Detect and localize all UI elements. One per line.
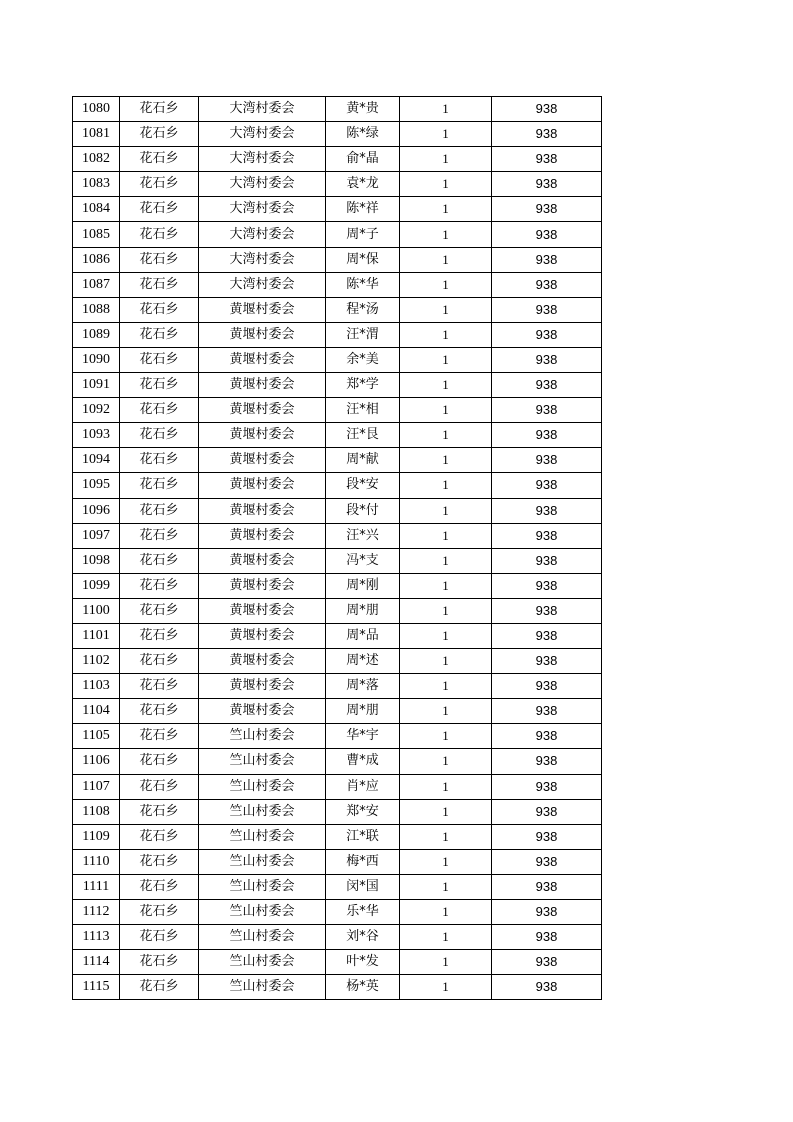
village-committee-cell: 黄堰村委会 — [199, 573, 326, 598]
amount-cell: 938 — [492, 774, 602, 799]
village-committee-cell: 大湾村委会 — [199, 147, 326, 172]
table-row — [73, 950, 602, 975]
township-cell: 花石乡 — [120, 498, 199, 523]
township-cell: 花石乡 — [120, 598, 199, 623]
amount-cell: 938 — [492, 398, 602, 423]
township-cell: 花石乡 — [120, 322, 199, 347]
township-cell: 花石乡 — [120, 975, 199, 1000]
row-number-cell: 1089 — [73, 322, 120, 347]
row-number-cell: 1110 — [73, 849, 120, 874]
village-committee-cell: 竺山村委会 — [199, 900, 326, 925]
township-cell: 花石乡 — [120, 799, 199, 824]
township-cell: 花石乡 — [120, 398, 199, 423]
person-name-cell: 杨*英 — [326, 975, 400, 1000]
township-cell: 花石乡 — [120, 147, 199, 172]
amount-cell: 938 — [492, 322, 602, 347]
person-name-cell: 冯*支 — [326, 548, 400, 573]
count-cell: 1 — [400, 398, 492, 423]
person-name-cell: 周*刚 — [326, 573, 400, 598]
amount-cell: 938 — [492, 849, 602, 874]
table-row — [73, 423, 602, 448]
count-cell: 1 — [400, 122, 492, 147]
township-cell: 花石乡 — [120, 573, 199, 598]
amount-cell: 938 — [492, 172, 602, 197]
row-number-cell: 1103 — [73, 674, 120, 699]
township-cell: 花石乡 — [120, 724, 199, 749]
row-number-cell: 1088 — [73, 297, 120, 322]
person-name-cell: 周*献 — [326, 448, 400, 473]
table-row — [73, 849, 602, 874]
row-number-cell: 1094 — [73, 448, 120, 473]
count-cell: 1 — [400, 498, 492, 523]
table-row — [73, 97, 602, 122]
village-committee-cell: 黄堰村委会 — [199, 297, 326, 322]
village-committee-cell: 黄堰村委会 — [199, 423, 326, 448]
count-cell: 1 — [400, 598, 492, 623]
person-name-cell: 陈*祥 — [326, 197, 400, 222]
person-name-cell: 汪*渭 — [326, 322, 400, 347]
row-number-cell: 1084 — [73, 197, 120, 222]
person-name-cell: 华*宇 — [326, 724, 400, 749]
count-cell: 1 — [400, 674, 492, 699]
person-name-cell: 周*子 — [326, 222, 400, 247]
table-row — [73, 573, 602, 598]
village-committee-cell: 大湾村委会 — [199, 222, 326, 247]
count-cell: 1 — [400, 774, 492, 799]
person-name-cell: 袁*龙 — [326, 172, 400, 197]
village-committee-cell: 黄堰村委会 — [199, 523, 326, 548]
village-committee-cell: 黄堰村委会 — [199, 448, 326, 473]
person-name-cell: 周*保 — [326, 247, 400, 272]
township-cell: 花石乡 — [120, 699, 199, 724]
person-name-cell: 周*述 — [326, 649, 400, 674]
table-row — [73, 975, 602, 1000]
row-number-cell: 1112 — [73, 900, 120, 925]
table-row — [73, 247, 602, 272]
table-row — [73, 197, 602, 222]
count-cell: 1 — [400, 623, 492, 648]
count-cell: 1 — [400, 975, 492, 1000]
village-committee-cell: 黄堰村委会 — [199, 398, 326, 423]
row-number-cell: 1102 — [73, 649, 120, 674]
table-row — [73, 172, 602, 197]
township-cell: 花石乡 — [120, 423, 199, 448]
village-committee-cell: 竺山村委会 — [199, 799, 326, 824]
count-cell: 1 — [400, 874, 492, 899]
person-name-cell: 周*品 — [326, 623, 400, 648]
person-name-cell: 周*朋 — [326, 598, 400, 623]
row-number-cell: 1091 — [73, 373, 120, 398]
row-number-cell: 1101 — [73, 623, 120, 648]
village-committee-cell: 竺山村委会 — [199, 950, 326, 975]
amount-cell: 938 — [492, 423, 602, 448]
table-row — [73, 373, 602, 398]
amount-cell: 938 — [492, 799, 602, 824]
amount-cell: 938 — [492, 272, 602, 297]
table-row — [73, 874, 602, 899]
township-cell: 花石乡 — [120, 473, 199, 498]
amount-cell: 938 — [492, 297, 602, 322]
row-number-cell: 1095 — [73, 473, 120, 498]
person-name-cell: 段*付 — [326, 498, 400, 523]
amount-cell: 938 — [492, 473, 602, 498]
row-number-cell: 1108 — [73, 799, 120, 824]
person-name-cell: 汪*兴 — [326, 523, 400, 548]
village-committee-cell: 黄堰村委会 — [199, 699, 326, 724]
count-cell: 1 — [400, 900, 492, 925]
count-cell: 1 — [400, 573, 492, 598]
amount-cell: 938 — [492, 824, 602, 849]
count-cell: 1 — [400, 799, 492, 824]
table-row — [73, 799, 602, 824]
table-row — [73, 674, 602, 699]
person-name-cell: 陈*绿 — [326, 122, 400, 147]
row-number-cell: 1098 — [73, 548, 120, 573]
village-committee-cell: 黄堰村委会 — [199, 598, 326, 623]
township-cell: 花石乡 — [120, 548, 199, 573]
table-row — [73, 322, 602, 347]
village-committee-cell: 黄堰村委会 — [199, 623, 326, 648]
row-number-cell: 1093 — [73, 423, 120, 448]
table-row — [73, 598, 602, 623]
table-row — [73, 272, 602, 297]
table-row — [73, 473, 602, 498]
person-name-cell: 周*落 — [326, 674, 400, 699]
count-cell: 1 — [400, 297, 492, 322]
amount-cell: 938 — [492, 674, 602, 699]
township-cell: 花石乡 — [120, 297, 199, 322]
table-body — [73, 97, 602, 1000]
village-committee-cell: 竺山村委会 — [199, 849, 326, 874]
table-row — [73, 824, 602, 849]
amount-cell: 938 — [492, 498, 602, 523]
row-number-cell: 1090 — [73, 347, 120, 372]
row-number-cell: 1114 — [73, 950, 120, 975]
count-cell: 1 — [400, 147, 492, 172]
person-name-cell: 余*美 — [326, 347, 400, 372]
village-committee-cell: 竺山村委会 — [199, 925, 326, 950]
count-cell: 1 — [400, 749, 492, 774]
person-name-cell: 郑*安 — [326, 799, 400, 824]
village-committee-cell: 黄堰村委会 — [199, 649, 326, 674]
amount-cell: 938 — [492, 623, 602, 648]
table-row — [73, 523, 602, 548]
table-row — [73, 448, 602, 473]
village-committee-cell: 黄堰村委会 — [199, 373, 326, 398]
person-name-cell: 段*安 — [326, 473, 400, 498]
township-cell: 花石乡 — [120, 774, 199, 799]
township-cell: 花石乡 — [120, 373, 199, 398]
township-cell: 花石乡 — [120, 749, 199, 774]
row-number-cell: 1080 — [73, 97, 120, 122]
row-number-cell: 1097 — [73, 523, 120, 548]
table-row — [73, 774, 602, 799]
count-cell: 1 — [400, 724, 492, 749]
count-cell: 1 — [400, 473, 492, 498]
amount-cell: 938 — [492, 925, 602, 950]
village-committee-cell: 竺山村委会 — [199, 975, 326, 1000]
amount-cell: 938 — [492, 950, 602, 975]
village-committee-cell: 竺山村委会 — [199, 774, 326, 799]
count-cell: 1 — [400, 649, 492, 674]
amount-cell: 938 — [492, 699, 602, 724]
table-row — [73, 222, 602, 247]
village-committee-cell: 竺山村委会 — [199, 824, 326, 849]
table-row — [73, 623, 602, 648]
township-cell: 花石乡 — [120, 272, 199, 297]
row-number-cell: 1105 — [73, 724, 120, 749]
count-cell: 1 — [400, 322, 492, 347]
village-committee-cell: 大湾村委会 — [199, 97, 326, 122]
count-cell: 1 — [400, 423, 492, 448]
person-name-cell: 汪*艮 — [326, 423, 400, 448]
village-committee-cell: 竺山村委会 — [199, 874, 326, 899]
person-name-cell: 程*汤 — [326, 297, 400, 322]
person-name-cell: 闵*国 — [326, 874, 400, 899]
township-cell: 花石乡 — [120, 874, 199, 899]
row-number-cell: 1081 — [73, 122, 120, 147]
amount-cell: 938 — [492, 900, 602, 925]
township-cell: 花石乡 — [120, 97, 199, 122]
count-cell: 1 — [400, 172, 492, 197]
count-cell: 1 — [400, 97, 492, 122]
person-name-cell: 周*朋 — [326, 699, 400, 724]
amount-cell: 938 — [492, 247, 602, 272]
amount-cell: 938 — [492, 222, 602, 247]
row-number-cell: 1107 — [73, 774, 120, 799]
township-cell: 花石乡 — [120, 172, 199, 197]
person-name-cell: 曹*成 — [326, 749, 400, 774]
count-cell: 1 — [400, 247, 492, 272]
village-committee-cell: 大湾村委会 — [199, 122, 326, 147]
row-number-cell: 1115 — [73, 975, 120, 1000]
village-committee-cell: 黄堰村委会 — [199, 548, 326, 573]
person-name-cell: 汪*相 — [326, 398, 400, 423]
village-committee-cell: 大湾村委会 — [199, 197, 326, 222]
count-cell: 1 — [400, 849, 492, 874]
township-cell: 花石乡 — [120, 623, 199, 648]
row-number-cell: 1111 — [73, 874, 120, 899]
count-cell: 1 — [400, 523, 492, 548]
table-row — [73, 147, 602, 172]
row-number-cell: 1100 — [73, 598, 120, 623]
table-row — [73, 699, 602, 724]
count-cell: 1 — [400, 950, 492, 975]
village-committee-cell: 黄堰村委会 — [199, 473, 326, 498]
count-cell: 1 — [400, 373, 492, 398]
person-name-cell: 江*联 — [326, 824, 400, 849]
count-cell: 1 — [400, 925, 492, 950]
amount-cell: 938 — [492, 724, 602, 749]
township-cell: 花石乡 — [120, 900, 199, 925]
row-number-cell: 1104 — [73, 699, 120, 724]
table-row — [73, 347, 602, 372]
table-row — [73, 749, 602, 774]
table-row — [73, 498, 602, 523]
township-cell: 花石乡 — [120, 247, 199, 272]
row-number-cell: 1087 — [73, 272, 120, 297]
row-number-cell: 1113 — [73, 925, 120, 950]
village-committee-cell: 竺山村委会 — [199, 724, 326, 749]
village-committee-cell: 黄堰村委会 — [199, 322, 326, 347]
row-number-cell: 1082 — [73, 147, 120, 172]
township-cell: 花石乡 — [120, 950, 199, 975]
village-committee-cell: 大湾村委会 — [199, 272, 326, 297]
person-name-cell: 肖*应 — [326, 774, 400, 799]
amount-cell: 938 — [492, 874, 602, 899]
person-name-cell: 黄*贵 — [326, 97, 400, 122]
person-name-cell: 梅*西 — [326, 849, 400, 874]
township-cell: 花石乡 — [120, 122, 199, 147]
township-cell: 花石乡 — [120, 523, 199, 548]
row-number-cell: 1099 — [73, 573, 120, 598]
table-row — [73, 398, 602, 423]
count-cell: 1 — [400, 548, 492, 573]
row-number-cell: 1086 — [73, 247, 120, 272]
person-name-cell: 郑*学 — [326, 373, 400, 398]
township-cell: 花石乡 — [120, 674, 199, 699]
amount-cell: 938 — [492, 598, 602, 623]
amount-cell: 938 — [492, 649, 602, 674]
amount-cell: 938 — [492, 573, 602, 598]
person-name-cell: 刘*谷 — [326, 925, 400, 950]
table-row — [73, 122, 602, 147]
person-name-cell: 叶*发 — [326, 950, 400, 975]
count-cell: 1 — [400, 197, 492, 222]
row-number-cell: 1092 — [73, 398, 120, 423]
amount-cell: 938 — [492, 147, 602, 172]
township-cell: 花石乡 — [120, 197, 199, 222]
amount-cell: 938 — [492, 975, 602, 1000]
township-cell: 花石乡 — [120, 347, 199, 372]
row-number-cell: 1096 — [73, 498, 120, 523]
township-cell: 花石乡 — [120, 849, 199, 874]
count-cell: 1 — [400, 272, 492, 297]
village-committee-cell: 黄堰村委会 — [199, 498, 326, 523]
row-number-cell: 1106 — [73, 749, 120, 774]
village-committee-cell: 大湾村委会 — [199, 172, 326, 197]
table-row — [73, 900, 602, 925]
count-cell: 1 — [400, 448, 492, 473]
amount-cell: 938 — [492, 523, 602, 548]
count-cell: 1 — [400, 222, 492, 247]
amount-cell: 938 — [492, 749, 602, 774]
table-row — [73, 548, 602, 573]
amount-cell: 938 — [492, 347, 602, 372]
township-cell: 花石乡 — [120, 222, 199, 247]
count-cell: 1 — [400, 699, 492, 724]
amount-cell: 938 — [492, 97, 602, 122]
count-cell: 1 — [400, 824, 492, 849]
amount-cell: 938 — [492, 373, 602, 398]
township-cell: 花石乡 — [120, 925, 199, 950]
township-cell: 花石乡 — [120, 824, 199, 849]
table-row — [73, 925, 602, 950]
amount-cell: 938 — [492, 548, 602, 573]
person-name-cell: 俞*晶 — [326, 147, 400, 172]
count-cell: 1 — [400, 347, 492, 372]
village-committee-cell: 大湾村委会 — [199, 247, 326, 272]
person-name-cell: 陈*华 — [326, 272, 400, 297]
amount-cell: 938 — [492, 197, 602, 222]
amount-cell: 938 — [492, 448, 602, 473]
row-number-cell: 1109 — [73, 824, 120, 849]
person-name-cell: 乐*华 — [326, 900, 400, 925]
table-row — [73, 297, 602, 322]
village-committee-cell: 黄堰村委会 — [199, 674, 326, 699]
table-row — [73, 649, 602, 674]
beneficiary-table — [72, 96, 602, 1000]
row-number-cell: 1083 — [73, 172, 120, 197]
table-row — [73, 724, 602, 749]
village-committee-cell: 竺山村委会 — [199, 749, 326, 774]
township-cell: 花石乡 — [120, 649, 199, 674]
township-cell: 花石乡 — [120, 448, 199, 473]
row-number-cell: 1085 — [73, 222, 120, 247]
amount-cell: 938 — [492, 122, 602, 147]
village-committee-cell: 黄堰村委会 — [199, 347, 326, 372]
